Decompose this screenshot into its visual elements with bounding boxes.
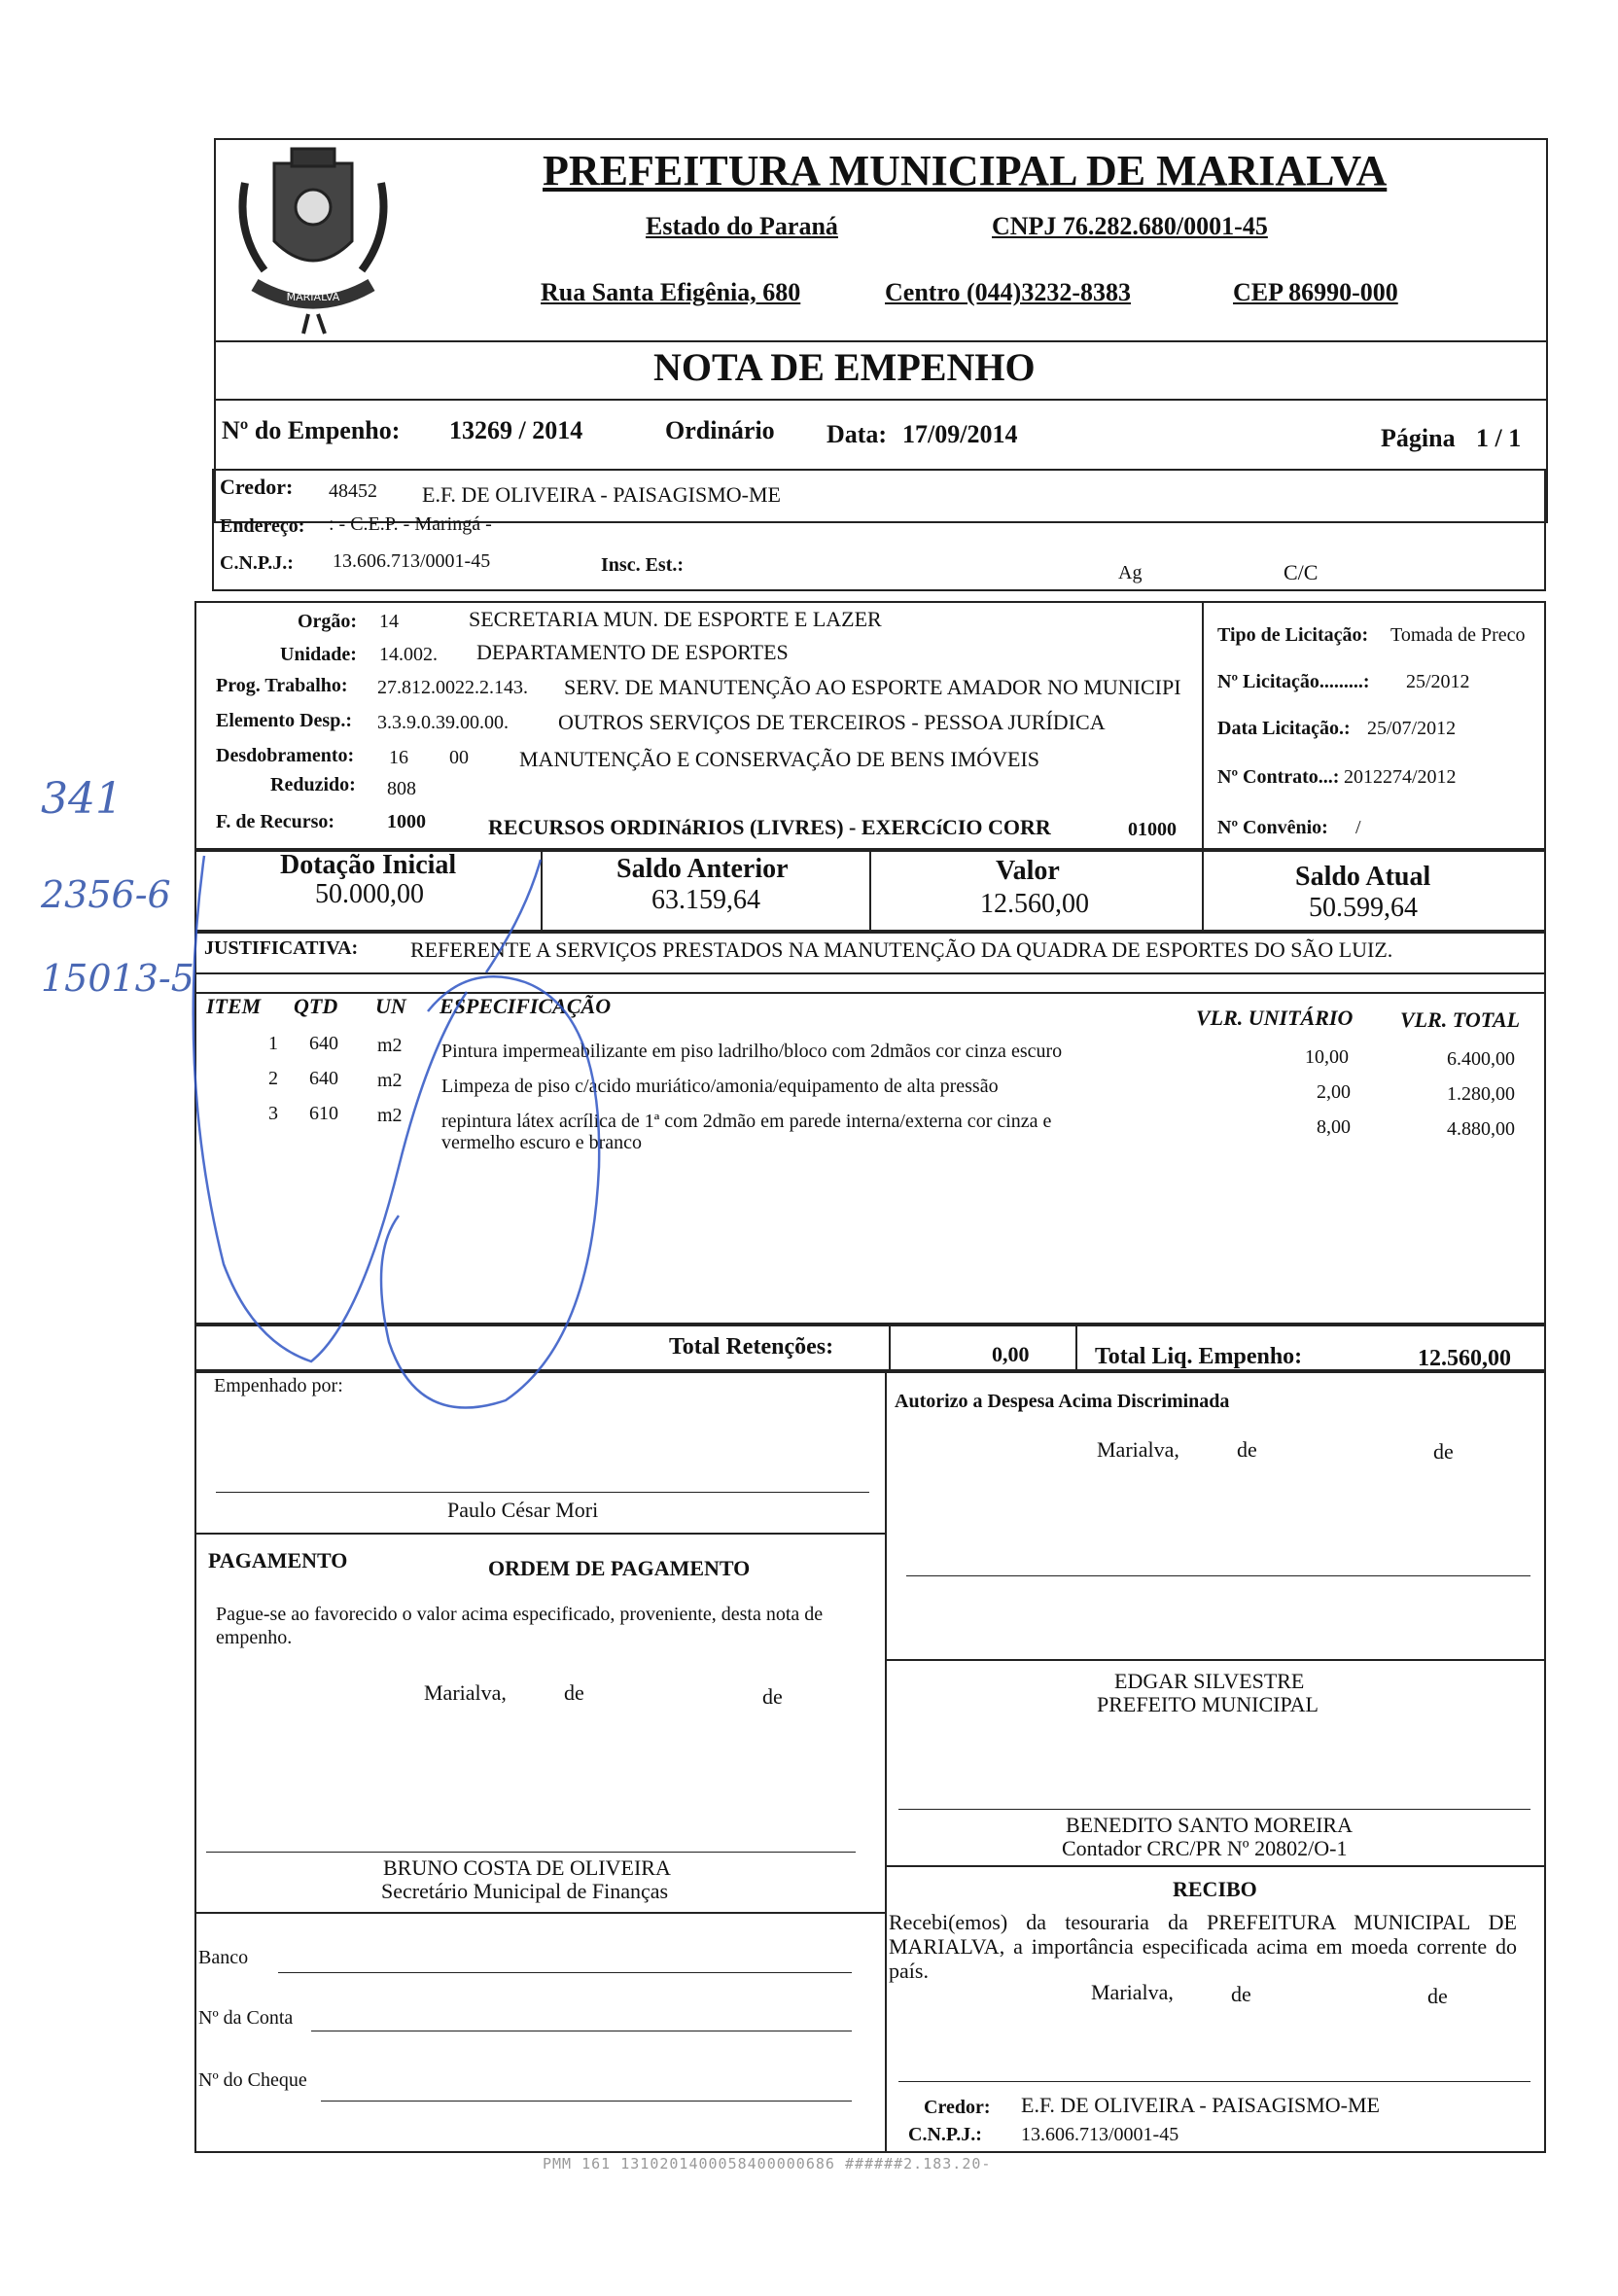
autorizo-de-1: de (1237, 1437, 1257, 1462)
dotacao-value: 50.000,00 (315, 879, 424, 909)
contador-name: BENEDITO SANTO MOREIRA (1066, 1813, 1353, 1837)
col-especificacao: ESPECIFICAÇÃO (440, 994, 612, 1018)
signature-box (194, 1369, 1546, 2153)
svg-text:MARIALVA: MARIALVA (286, 291, 340, 303)
unidade-name: DEPARTAMENTO DE ESPORTES (476, 640, 789, 664)
pagamento-label: PAGAMENTO (208, 1548, 348, 1572)
municipality-cnpj: CNPJ 76.282.680/0001-45 (992, 212, 1268, 240)
saldo-atual-value: 50.599,64 (1309, 893, 1418, 923)
empenhado-signature-line (216, 1492, 869, 1493)
item-3-un: m2 (377, 1105, 403, 1126)
item-1-un: m2 (377, 1035, 403, 1056)
unidade-label: Unidade: (280, 644, 357, 665)
conta-label: Nº da Conta (198, 2007, 294, 2029)
date-label: Data: (827, 420, 888, 448)
pagamento-de-2: de (762, 1684, 783, 1709)
header-box (214, 138, 1548, 523)
justificativa-label: JUSTIFICATIVA: (204, 937, 359, 959)
handwritten-note-3: 15013-5 (41, 957, 194, 1000)
empenhado-name: Paulo César Mori (447, 1498, 599, 1522)
licitacao-num: 25/2012 (1406, 671, 1470, 692)
credor-cnpj-label: C.N.P.J.: (220, 552, 294, 574)
handwritten-note-1: 341 (41, 774, 123, 824)
elemento-code: 3.3.9.0.39.00.00. (377, 712, 509, 733)
right-section-divider-1 (885, 1659, 1546, 1661)
valor-value: 12.560,00 (980, 889, 1089, 919)
item-3-qtd: 610 (309, 1103, 338, 1124)
credor-cnpj: 13.606.713/0001-45 (333, 550, 491, 572)
desdob-sub: 00 (449, 747, 469, 768)
insc-est-label: Insc. Est.: (601, 554, 685, 576)
item-2-desc: Limpeza de piso c/acido muriático/amonia/equipamento de alta pressão (441, 1076, 999, 1097)
dotacao-label: Dotação Inicial (280, 850, 457, 880)
title-divider (214, 399, 1548, 401)
col-qtd: QTD (294, 994, 338, 1018)
saldo-atual-label: Saldo Atual (1295, 862, 1431, 892)
col-un: UN (375, 994, 406, 1018)
empenhado-label: Empenhado por: (214, 1375, 343, 1396)
recurso-code: 1000 (387, 811, 426, 832)
item-2-unit: 2,00 (1317, 1081, 1351, 1103)
recibo-text: Recebi(emos) da tesouraria da PREFEITURA MUNICIPAL DE MARIALVA, a importância especificada acima em moeda corrente do país. (889, 1910, 1517, 1983)
tipo-licitacao: Tomada de Preco (1390, 624, 1526, 646)
recibo-signature-line (898, 2081, 1530, 2082)
right-section-divider-2 (885, 1865, 1546, 1867)
signature-divider (885, 1369, 887, 2153)
licitacao-date-label: Data Licitação.: (1217, 718, 1351, 739)
handwritten-note-2: 2356-6 (41, 873, 171, 916)
address-label: Endereço: (220, 515, 305, 537)
prefeito-role: PREFEITO MUNICIPAL (1097, 1692, 1319, 1716)
desdob-label: Desdobramento: (216, 745, 355, 766)
empenho-number: 13269 / 2014 (449, 416, 583, 444)
summary-divider-2 (1075, 1323, 1077, 1373)
totals-divider-2 (869, 848, 871, 934)
empenho-label: Nº do Empenho: (222, 416, 401, 444)
header-divider (214, 340, 1548, 342)
orgao-label: Orgão: (298, 611, 358, 632)
municipal-crest-logo (216, 124, 410, 338)
item-3-unit: 8,00 (1317, 1116, 1351, 1138)
recurso-sub: 01000 (1128, 819, 1177, 840)
retencoes-value: 0,00 (992, 1342, 1030, 1366)
desdob-code: 16 (389, 747, 408, 768)
footer-cnpj-label: C.N.P.J.: (908, 2124, 982, 2145)
cheque-line (321, 2101, 852, 2102)
convenio-label: Nº Convênio: (1217, 817, 1328, 838)
left-section-divider-1 (194, 1533, 885, 1535)
reduzido-value: 808 (387, 778, 416, 799)
item-2-un: m2 (377, 1070, 403, 1091)
stamp-footer: PMM 161 1310201400058400000686 ######2.183.20- (543, 2155, 992, 2172)
pague-text: Pague-se ao favorecido o valor acima especificado, proveniente, desta nota de empenho. (216, 1604, 824, 1648)
elemento-label: Elemento Desp.: (216, 710, 352, 731)
recibo-de-1: de (1231, 1982, 1251, 2006)
desdob-name: MANUTENÇÃO E CONSERVAÇÃO DE BENS IMÓVEIS (519, 747, 1040, 771)
item-1-total: 6.400,00 (1447, 1048, 1515, 1070)
col-vlr-unitario: VLR. UNITÁRIO (1196, 1006, 1354, 1030)
valor-label: Valor (996, 856, 1060, 886)
col-vlr-total: VLR. TOTAL (1400, 1007, 1521, 1032)
contador-role: Contador CRC/PR Nº 20802/O-1 (1062, 1836, 1348, 1860)
footer-cnpj: 13.606.713/0001-45 (1021, 2124, 1179, 2145)
recurso-name: RECURSOS ORDINáRIOS (LIVRES) - EXERCíCIO CORR (488, 815, 1051, 839)
district-phone: Centro (044)3232-8383 (885, 278, 1131, 306)
elemento-name: OUTROS SERVIÇOS DE TERCEIROS - PESSOA JURÍDICA (558, 710, 1106, 734)
empenho-date: 17/09/2014 (902, 420, 1018, 448)
agency-label: Ag (1118, 562, 1143, 583)
autorizo-label: Autorizo a Despesa Acima Discriminada (895, 1391, 1230, 1412)
summary-box (194, 1323, 1546, 1373)
liq-value: 12.560,00 (1418, 1346, 1511, 1371)
tipo-licitacao-label: Tipo de Licitação: (1217, 624, 1369, 646)
banco-line (278, 1972, 852, 1973)
totals-divider-1 (541, 848, 543, 934)
item-2-num: 2 (268, 1068, 278, 1089)
recibo-de-2: de (1427, 1984, 1448, 2008)
address-value: : - C.E.P. - Maringá - (329, 513, 492, 535)
secretario-role: Secretário Municipal de Finanças (381, 1879, 669, 1903)
item-2-qtd: 640 (309, 1068, 338, 1089)
reduzido-label: Reduzido: (270, 774, 356, 795)
pagamento-city: Marialva, (424, 1680, 507, 1705)
convenio-value: / (1355, 817, 1361, 838)
contador-signature-line (898, 1809, 1530, 1810)
retencoes-label: Total Retenções: (669, 1334, 834, 1360)
item-1-num: 1 (268, 1033, 278, 1054)
empenho-type: Ordinário (665, 416, 775, 444)
unidade-code: 14.002. (379, 644, 438, 665)
postal-code: CEP 86990-000 (1233, 278, 1398, 306)
item-3-total: 4.880,00 (1447, 1118, 1515, 1140)
orgao-name: SECRETARIA MUN. DE ESPORTE E LAZER (469, 607, 882, 631)
page-number: 1 / 1 (1476, 424, 1522, 452)
account-label: C/C (1284, 560, 1319, 584)
secretario-name: BRUNO COSTA DE OLIVEIRA (383, 1855, 671, 1880)
contrato-value: 2012274/2012 (1344, 766, 1457, 788)
item-1-qtd: 640 (309, 1033, 338, 1054)
recibo-city: Marialva, (1091, 1980, 1174, 2004)
state-name: Estado do Paraná (646, 212, 838, 240)
item-1-desc: Pintura impermeabilizante em piso ladrilho/bloco com 2dmãos cor cinza escuro (441, 1041, 1063, 1062)
cheque-label: Nº do Cheque (198, 2069, 307, 2091)
item-1-unit: 10,00 (1305, 1046, 1349, 1068)
autorizo-de-2: de (1433, 1439, 1454, 1464)
banco-label: Banco (198, 1947, 249, 1968)
footer-credor-name: E.F. DE OLIVEIRA - PAISAGISMO-ME (1021, 2093, 1380, 2117)
credor-name: E.F. DE OLIVEIRA - PAISAGISMO-ME (422, 482, 781, 507)
item-3-desc-cont: vermelho escuro e branco (441, 1132, 643, 1153)
street-address: Rua Santa Efigênia, 680 (541, 278, 801, 306)
municipality-title: PREFEITURA MUNICIPAL DE MARIALVA (543, 147, 1388, 194)
prog-label: Prog. Trabalho: (216, 675, 348, 696)
orgao-code: 14 (379, 611, 399, 632)
autorizo-signature-line (906, 1575, 1530, 1576)
licitacao-date: 25/07/2012 (1367, 718, 1457, 739)
page-label: Página (1381, 424, 1456, 452)
credor-code: 48452 (329, 480, 377, 502)
document-title: NOTA DE EMPENHO (653, 345, 1036, 389)
prefeito-name: EDGAR SILVESTRE (1114, 1669, 1305, 1693)
ordem-pagamento-label: ORDEM DE PAGAMENTO (488, 1556, 751, 1580)
footer-credor-label: Credor: (924, 2097, 991, 2118)
item-2-total: 1.280,00 (1447, 1083, 1515, 1105)
summary-divider-1 (889, 1323, 891, 1373)
item-3-desc: repintura látex acrílica de 1ª com 2dmão em parede interna/externa cor cinza e (441, 1111, 1052, 1132)
justificativa-text: REFERENTE A SERVIÇOS PRESTADOS NA MANUTENÇÃO DA QUADRA DE ESPORTES DO SÃO LUIZ. (410, 937, 1393, 962)
liq-label: Total Liq. Empenho: (1095, 1344, 1303, 1369)
secretario-signature-line (206, 1852, 856, 1853)
recurso-label: F. de Recurso: (216, 811, 335, 832)
col-item: ITEM (206, 994, 262, 1018)
saldo-anterior-value: 63.159,64 (651, 885, 760, 915)
left-section-divider-2 (194, 1912, 885, 1914)
credor-label: Credor: (220, 475, 294, 499)
saldo-anterior-label: Saldo Anterior (616, 854, 789, 884)
prog-name: SERV. DE MANUTENÇÃO AO ESPORTE AMADOR NO MUNICIPI (564, 675, 1181, 699)
contrato-label: Nº Contrato...: (1217, 766, 1340, 788)
recibo-title: RECIBO (1173, 1877, 1257, 1901)
prog-code: 27.812.0022.2.143. (377, 677, 528, 698)
licitacao-num-label: Nº Licitação.........: (1217, 671, 1370, 692)
item-3-num: 3 (268, 1103, 278, 1124)
pagamento-de-1: de (564, 1680, 584, 1705)
autorizo-city: Marialva, (1097, 1437, 1179, 1462)
